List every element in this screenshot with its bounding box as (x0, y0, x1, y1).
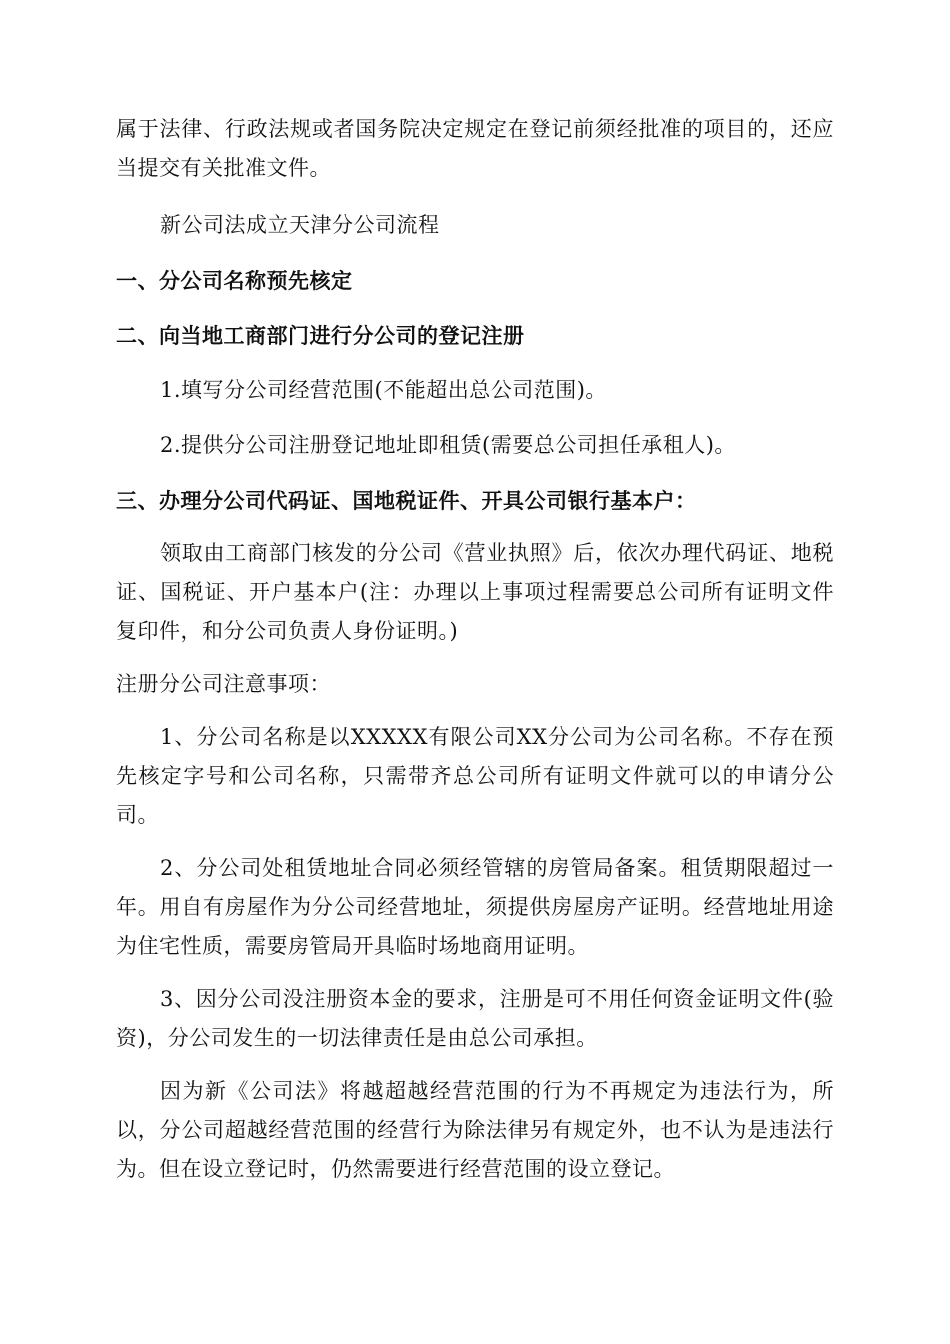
paragraph-note-1: 1、分公司名称是以XXXXX有限公司XX分公司为公司名称。不存在预先核定字号和公司名称，只需带齐总公司所有证明文件就可以的申请分公司。 (116, 725, 834, 827)
paragraph-business-scope-law: 因为新《公司法》将越超越经营范围的行为不再规定为违法行为，所以，分公司超越经营范围的经营行为除法律另有规定外，也不认为是违法行为。但在设立登记时，仍然需要进行经营范围的设立登记。 (116, 1079, 834, 1181)
paragraph-note-2: 2、分公司处租赁地址合同必须经管辖的房管局备案。租赁期限超过一年。用自有房屋作为分公司经营地址，须提供房屋房产证明。经营地址用途为住宅性质，需要房管局开具临时场地商用证明。 (116, 856, 834, 958)
paragraph-lease-address: 2.提供分公司注册登记地址即租赁(需要总公司担任承租人)。 (160, 433, 736, 457)
paragraph-license-procedure: 领取由工商部门核发的分公司《营业执照》后，依次办理代码证、地税证、国税证、开户基本户(注：办理以上事项过程需要总公司所有证明文件复印件，和分公司负责人身份证明。) (116, 541, 834, 643)
heading-registration: 二、向当地工商部门进行分公司的登记注册 (116, 323, 525, 348)
document-page (116, 110, 834, 1189)
paragraph-approval-documents: 属于法律、行政法规或者国务院决定规定在登记前须经批准的项目的，还应当提交有关批准文件。 (116, 117, 834, 180)
heading-name-preapproval: 一、分公司名称预先核定 (116, 268, 353, 293)
paragraph-notes-heading: 注册分公司注意事项： (116, 672, 331, 696)
heading-certificates-bank: 三、办理分公司代码证、国地税证件、开具公司银行基本户： (116, 488, 697, 513)
paragraph-note-3: 3、因分公司没注册资本金的要求，注册是可不用任何资金证明文件(验资)，分公司发生的一切法律责任是由总公司承担。 (116, 987, 834, 1050)
paragraph-business-scope: 1.填写分公司经营范围(不能超出总公司范围)。 (160, 378, 607, 402)
paragraph-process-title: 新公司法成立天津分公司流程 (160, 213, 440, 237)
